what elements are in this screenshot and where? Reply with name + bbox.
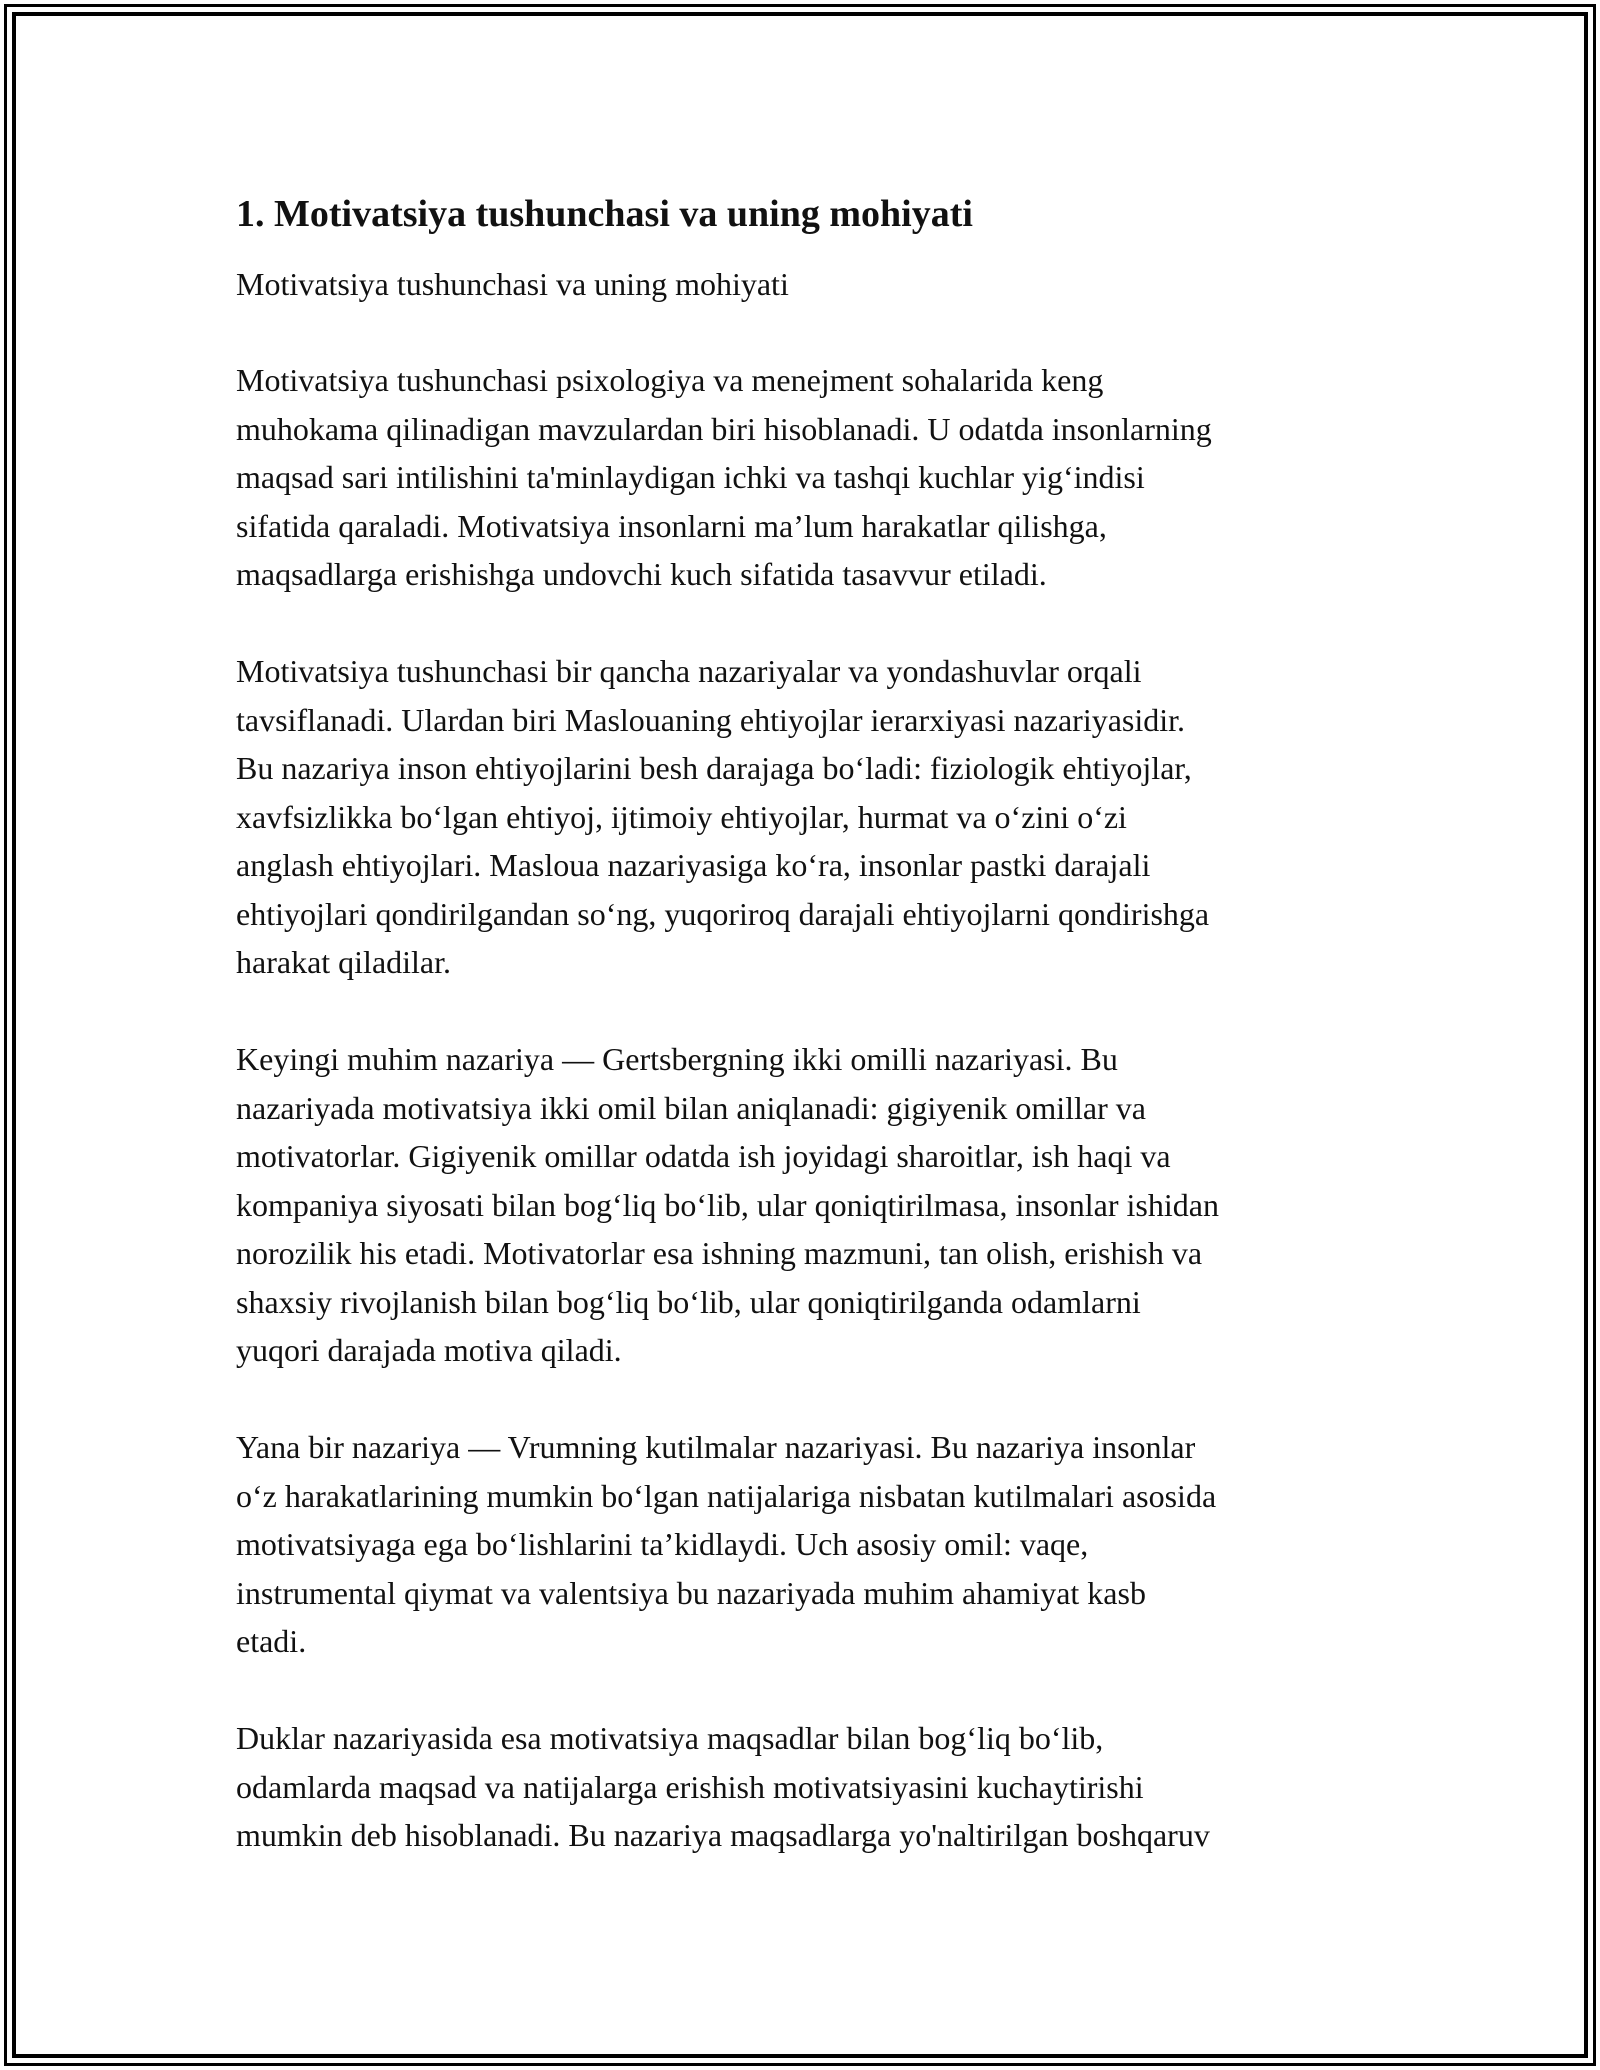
text-line: odamlarda maqsad va natijalarga erishish motivatsiyasini kuchaytirishi (236, 1768, 1144, 1805)
text-line: harakat qiladilar. (236, 944, 452, 980)
document-subtitle: Motivatsiya tushunchasi va uning mohiyati (236, 266, 789, 302)
text-line: ehtiyojlari qondirilgandan so‘ng, yuqoriroq darajali ehtiyojlarni qondirishga (236, 895, 1210, 932)
text-line: Bu nazariya inson ehtiyojlarini besh darajaga bo‘ladi: fiziologik ehtiyojlar, (236, 750, 1192, 786)
text-line: motivatorlar. Gigiyenik omillar odatda ish joyidagi sharoitlar, ish haqi va (236, 1138, 1171, 1174)
paragraph-4 (236, 1423, 1366, 1666)
text-line: sifatida qaraladi. Motivatsiya insonlarni ma’lum harakatlar qilishga, (236, 507, 1107, 544)
text-line: o‘z harakatlarining mumkin bo‘lgan natijalariga nisbatan kutilmalari asosida (236, 1477, 1217, 1514)
text-line: shaxsiy rivojlanish bilan bog‘liq bo‘lib, ular qoniqtirilganda odamlarni (236, 1283, 1141, 1320)
text-line: yuqori darajada motiva qiladi. (236, 1332, 622, 1368)
text-line: kompaniya siyosati bilan bog‘liq bo‘lib, ular qoniqtirilmasa, insonlar ishidan (236, 1186, 1219, 1223)
paragraph-5 (236, 1714, 1366, 1860)
paragraph-3 (236, 1035, 1366, 1375)
text-line: anglash ehtiyojlari. Masloua nazariyasiga ko‘ra, insonlar pastki darajali (236, 847, 1151, 883)
text-line: tavsiflanadi. Ulardan biri Maslouaning ehtiyojlar ierarxiyasi nazariyasidir. (236, 701, 1186, 738)
text-line: Motivatsiya tushunchasi psixologiya va menejment sohalarida keng (236, 362, 1104, 398)
text-line: Yana bir nazariya — Vrumning kutilmalar nazariyasi. Bu nazariya insonlar (236, 1429, 1196, 1465)
text-line: maqsadlarga erishishga undovchi kuch sifatida tasavvur etiladi. (236, 556, 1047, 592)
text-line: Motivatsiya tushunchasi bir qancha nazariyalar va yondashuvlar orqali (236, 653, 1142, 689)
text-line: maqsad sari intilishini ta'minlaydigan ichki va tashqi kuchlar yig‘indisi (236, 459, 1145, 495)
text-line: instrumental qiymat va valentsiya bu nazariyada muhim ahamiyat kasb (236, 1574, 1146, 1611)
text-line: Keyingi muhim nazariya — Gertsbergning ikki omilli nazariyasi. Bu (236, 1041, 1118, 1077)
text-line: muhokama qilinadigan mavzulardan biri hisoblanadi. U odatda insonlarning (236, 410, 1212, 447)
paragraph-1 (236, 356, 1366, 599)
text-line: nazariyada motivatsiya ikki omil bilan aniqlanadi: gigiyenik omillar va (236, 1089, 1146, 1126)
text-line: norozilik his etadi. Motivatorlar esa ishning mazmuni, tan olish, erishish va (236, 1235, 1203, 1271)
text-line: mumkin deb hisoblanadi. Bu nazariya maqsadlarga yo'naltirilgan boshqaruv (236, 1817, 1210, 1853)
paragraph-2 (236, 647, 1366, 987)
text-line: xavfsizlikka bo‘lgan ehtiyoj, ijtimoiy ehtiyojlar, hurmat va o‘zini o‘zi (236, 798, 1127, 835)
text-line: etadi. (236, 1623, 307, 1659)
document-heading: 1. Motivatsiya tushunchasi va uning mohiyati (236, 193, 973, 235)
text-line: Duklar nazariyasida esa motivatsiya maqsadlar bilan bog‘liq bo‘lib, (236, 1720, 1104, 1756)
document-body (236, 186, 1366, 1908)
text-line: motivatsiyaga ega bo‘lishlarini ta’kidlaydi. Uch asosiy omil: vaqe, (236, 1526, 1089, 1562)
